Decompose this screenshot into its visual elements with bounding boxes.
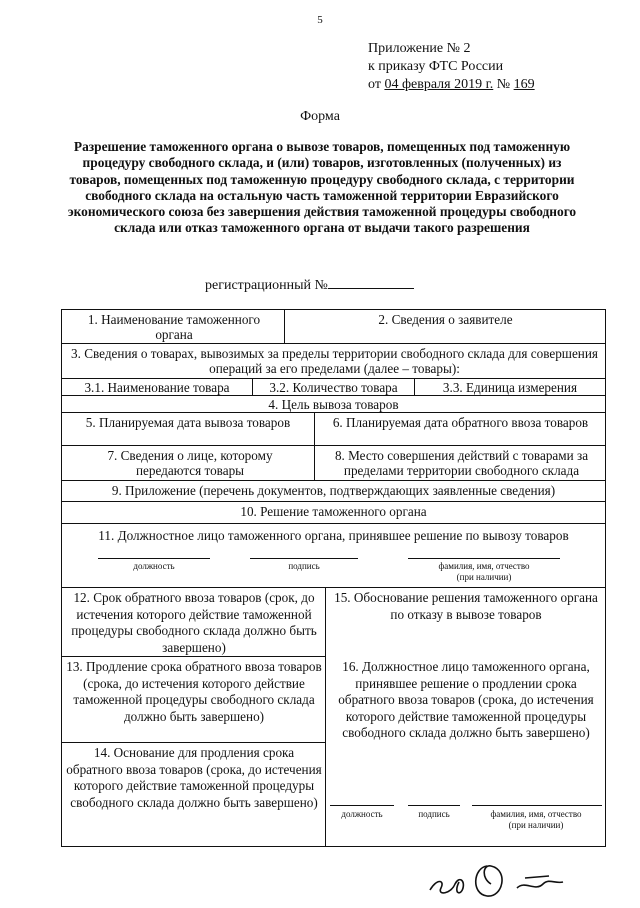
field-3-3[interactable]: 3.3. Единица измерения	[442, 380, 578, 395]
row-line	[62, 501, 605, 502]
label-full-name: фамилия, имя, отчество	[490, 809, 582, 819]
field-9[interactable]: 9. Приложение (перечень документов, подтверждающих заявленные сведения)	[111, 483, 556, 498]
field-15[interactable]: 15. Обоснование решения таможенного органа по отказу в вывозе товаров	[334, 590, 598, 622]
label-position: должность	[341, 809, 383, 819]
field-4[interactable]: 4. Цель вывоза товаров	[268, 397, 399, 412]
label-if-any: (при наличии)	[508, 820, 564, 830]
signature-line-name	[472, 805, 602, 806]
row-line	[62, 445, 605, 446]
field-8[interactable]: 8. Место совершения действий с товарами за пределами территории свободного склада	[334, 448, 589, 478]
field-14[interactable]: 14. Основание для продления срока обратного ввоза товаров (срока, до истечения которого действие таможенной процедуры свободного склада должно быть завершено)	[66, 745, 322, 810]
signature-line-name	[408, 558, 560, 559]
field-6[interactable]: 6. Планируемая дата обратного ввоза товаров	[332, 415, 589, 430]
field-3-1[interactable]: 3.1. Наименование товара	[84, 380, 230, 395]
field-12[interactable]: 12. Срок обратного ввоза товаров (срок, до истечения которого действие таможенной процедуры свободного склада должно быть завершено)	[71, 590, 317, 655]
label-position: должность	[133, 561, 175, 571]
label-signature: подпись	[418, 809, 450, 819]
col-line	[284, 310, 285, 343]
label-signature: подпись	[288, 561, 320, 571]
appendix-line3	[368, 76, 535, 94]
field-3-2[interactable]: 3.2. Количество товара	[269, 380, 398, 395]
appendix-number: 169	[513, 77, 535, 92]
signature-line-signature	[250, 558, 358, 559]
appendix-line2: к приказу ФТС России	[368, 59, 504, 74]
page-number: 5	[317, 14, 323, 26]
row-line	[62, 587, 605, 588]
field-16[interactable]: 16. Должностное лицо таможенного органа, принявшее решение о продлении срока обратного ввоза товаров (срока, до истечения которого действие таможенной процедуры свободного склада должно быть завершено)	[338, 659, 594, 740]
registration-label: регистрационный №	[205, 278, 328, 293]
row-line	[62, 742, 325, 743]
form-table	[61, 309, 606, 847]
field-10: 10. Решение таможенного органа	[240, 504, 427, 519]
row-line	[62, 656, 325, 657]
handwritten-signature-icon	[425, 858, 575, 908]
field-3: 3. Сведения о товарах, вывозимых за пределы территории свободного склада для совершения операций за его пределами (далее – товары):	[71, 346, 598, 376]
field-1[interactable]: 1. Наименование таможенного органа	[87, 312, 261, 342]
field-5[interactable]: 5. Планируемая дата вывоза товаров	[85, 415, 291, 430]
row-line	[62, 343, 605, 344]
appendix-from: от	[368, 77, 381, 92]
appendix-no-sign: №	[496, 77, 511, 92]
label-full-name: фамилия, имя, отчество	[438, 561, 530, 571]
field-7[interactable]: 7. Сведения о лице, которому передаются товары	[107, 448, 273, 478]
col-line	[325, 587, 326, 847]
row-line	[62, 412, 605, 413]
label-if-any: (при наличии)	[456, 572, 512, 582]
col-line	[314, 412, 315, 480]
appendix-line1: Приложение № 2	[368, 41, 471, 56]
row-line	[62, 480, 605, 481]
registration-blank	[328, 276, 414, 289]
signature-line-position	[330, 805, 394, 806]
form-label: Форма	[300, 109, 340, 124]
field-11[interactable]: 11. Должностное лицо таможенного органа, принявшее решение по вывозу товаров	[98, 528, 569, 543]
field-2[interactable]: 2. Сведения о заявителе	[378, 312, 513, 327]
appendix-date: 04 февраля 2019 г.	[384, 77, 494, 92]
signature-line-signature	[408, 805, 460, 806]
appendix-block	[368, 40, 535, 94]
document-title: Разрешение таможенного органа о вывозе товаров, помещенных под таможенную процедуру свободного склада, и (или) товаров, изготовленных (полученных) из товаров, помещенных под таможенную процедуру свободного склада, с территории свободного склада на остальную часть таможенной территории Евразийского экономического союза без завершения действия таможенной процедуры свободного склада или отказ таможенного органа от выдачи такого разрешения	[67, 139, 577, 236]
registration-number	[205, 276, 414, 294]
field-13[interactable]: 13. Продление срока обратного ввоза товаров (срока, до истечения которого действие таможенной процедуры свободного склада должно быть завершено)	[66, 659, 322, 724]
signature-line-position	[98, 558, 210, 559]
row-line	[62, 523, 605, 524]
